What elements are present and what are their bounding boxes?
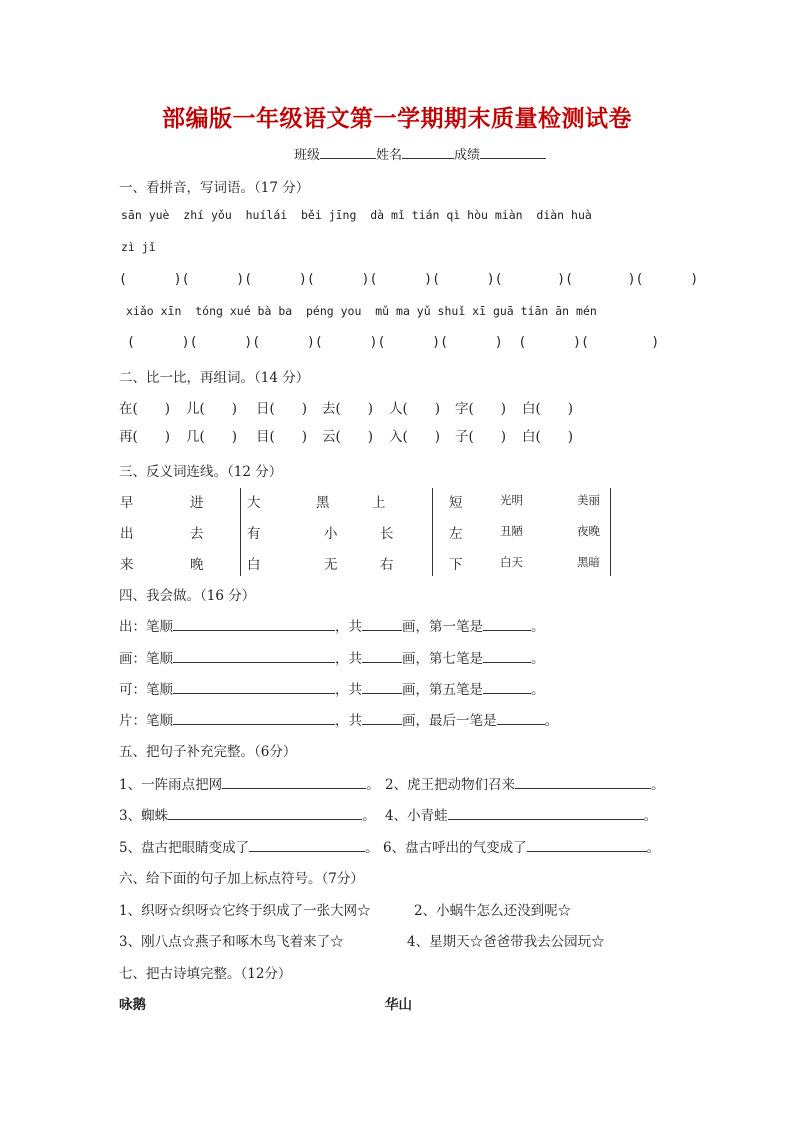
compare-word-item[interactable]: 几( ) (186, 429, 238, 445)
compare-word-item[interactable]: 再( ) (119, 429, 171, 445)
sentence-completion-item: 1、一阵雨点把网 。 (119, 773, 380, 793)
antonym-word[interactable]: 夜晚 (577, 524, 600, 538)
answer-paren[interactable]: ( ) (535, 429, 574, 445)
sentence-completion-item: 3、蜘蛛 。 (119, 804, 376, 824)
antonym-word[interactable]: 晚 (190, 557, 204, 573)
antonym-word[interactable]: 有 (247, 526, 261, 542)
answer-paren[interactable]: ( ) (269, 401, 308, 417)
answer-paren[interactable]: ( ) (335, 401, 374, 417)
sentence-completion-item: 2、虎王把动物们召来 。 (385, 773, 665, 793)
section-1-heading: 一、看拼音，写词语。（17 分） (119, 180, 310, 196)
section-7-heading: 七、把古诗填完整。（12分） (119, 966, 292, 982)
compare-word-item[interactable]: 日( ) (256, 401, 308, 417)
sentence-completion-item: 4、小青蛙 。 (385, 804, 657, 824)
antonym-word[interactable]: 长 (380, 526, 394, 542)
answer-paren[interactable]: ( ) (535, 401, 574, 417)
sentence-completion-item: 6、盘古呼出的气变成了 。 (383, 836, 660, 856)
compare-word-item[interactable]: 入( ) (389, 429, 441, 445)
answer-paren[interactable]: ( ) (468, 401, 507, 417)
answer-paren[interactable]: ( ) (132, 429, 171, 445)
antonym-word[interactable]: 小 (324, 526, 338, 542)
page-title: 部编版一年级语文第一学期期末质量检测试卷 (162, 105, 632, 132)
compare-word-item[interactable]: 人( ) (389, 401, 441, 417)
section-6-heading: 六、给下面的句子加上标点符号。（7分） (119, 871, 364, 887)
answer-parens-row-1[interactable]: ( )( )( )( )( )( )( )( )( ) (119, 272, 699, 287)
class-label: 班级 (294, 148, 321, 163)
antonym-word[interactable]: 黑暗 (577, 555, 600, 569)
antonym-word[interactable]: 美丽 (577, 493, 600, 507)
antonym-word[interactable]: 下 (449, 557, 463, 573)
answer-paren[interactable]: ( ) (199, 429, 238, 445)
compare-word-item[interactable]: 云( ) (322, 429, 374, 445)
student-info-row (294, 144, 546, 163)
answer-paren[interactable]: ( ) (402, 401, 441, 417)
score-label: 成绩 (454, 148, 481, 163)
antonym-word[interactable]: 白天 (500, 555, 523, 569)
antonym-word[interactable]: 上 (372, 495, 386, 511)
section-5-heading: 五、把句子补充完整。（6分） (119, 744, 297, 760)
antonym-word[interactable]: 出 (120, 526, 134, 542)
compare-word-item[interactable]: 去( ) (322, 401, 374, 417)
antonym-word[interactable]: 来 (120, 557, 134, 573)
compare-word-item[interactable]: 儿( ) (186, 401, 238, 417)
compare-word-item[interactable]: 子( ) (455, 429, 507, 445)
answer-parens-row-2[interactable]: ( )( )( )( )( )( ) ( )( ) (127, 335, 660, 350)
answer-paren[interactable]: ( ) (199, 401, 238, 417)
antonym-word[interactable]: 大 (247, 495, 261, 511)
pinyin-row-1b: zì jǐ (121, 240, 156, 254)
antonym-word[interactable]: 短 (449, 495, 463, 511)
punctuation-item[interactable]: 4、星期天☆爸爸带我去公园玩☆ (407, 934, 605, 950)
answer-paren[interactable]: ( ) (335, 429, 374, 445)
antonym-word[interactable]: 丑陋 (500, 524, 523, 538)
section-2-heading: 二、比一比，再组词。（14 分） (119, 370, 310, 386)
class-blank[interactable] (320, 144, 376, 159)
name-label: 姓名 (376, 148, 403, 163)
divider-line (610, 488, 611, 576)
antonym-word[interactable]: 去 (190, 526, 204, 542)
compare-word-item[interactable]: 字( ) (455, 401, 507, 417)
poem-title: 华山 (385, 997, 412, 1013)
section-4-heading: 四、我会做。（16 分） (119, 588, 256, 604)
compare-word-item[interactable]: 白( ) (522, 429, 574, 445)
antonym-word[interactable]: 右 (380, 557, 394, 573)
answer-paren[interactable]: ( ) (468, 429, 507, 445)
punctuation-item[interactable]: 3、刚八点☆燕子和啄木鸟飞着来了☆ (119, 934, 344, 950)
compare-word-item[interactable]: 在( ) (119, 401, 171, 417)
compare-word-item[interactable]: 白( ) (522, 401, 574, 417)
antonym-word[interactable]: 白 (247, 557, 261, 573)
answer-paren[interactable]: ( ) (269, 429, 308, 445)
divider-line (240, 488, 241, 576)
punctuation-item[interactable]: 2、小蜗牛怎么还没到呢☆ (414, 903, 572, 919)
antonym-word[interactable]: 黑 (316, 495, 330, 511)
punctuation-item[interactable]: 1、织呀☆织呀☆它终于织成了一张大网☆ (119, 903, 371, 919)
stroke-order-row: 出：笔顺 ，共 画，第一笔是 。 (119, 615, 545, 635)
name-blank[interactable] (402, 144, 454, 159)
score-blank[interactable] (480, 144, 546, 159)
antonym-word[interactable]: 早 (120, 495, 134, 511)
poem-title: 咏鹅 (119, 997, 146, 1013)
antonym-word[interactable]: 进 (190, 495, 204, 511)
divider-line (432, 488, 433, 576)
antonym-word[interactable]: 无 (324, 557, 338, 573)
stroke-order-row: 片：笔顺 ，共 画，最后一笔是 。 (119, 709, 558, 729)
pinyin-row-2: xiǎo xīn tóng xué bà ba péng you mǔ ma yǔ shuǐ xī guā tiān ān mén (126, 304, 597, 318)
sentence-completion-item: 5、盘古把眼睛变成了 。 (119, 836, 379, 856)
compare-word-item[interactable]: 目( ) (256, 429, 308, 445)
answer-paren[interactable]: ( ) (402, 429, 441, 445)
antonym-word[interactable]: 左 (449, 526, 463, 542)
answer-paren[interactable]: ( ) (132, 401, 171, 417)
pinyin-row-1: sān yuè zhí yǒu huílái běi jīng dà mǐ tián qì hòu miàn diàn huà (121, 208, 592, 222)
antonym-word[interactable]: 光明 (500, 493, 523, 507)
stroke-order-row: 画：笔顺 ，共 画，第七笔是 。 (119, 647, 545, 667)
stroke-order-row: 可：笔顺 ，共 画，第五笔是 。 (119, 678, 545, 698)
section-3-heading: 三、反义词连线。（12 分） (119, 464, 283, 480)
